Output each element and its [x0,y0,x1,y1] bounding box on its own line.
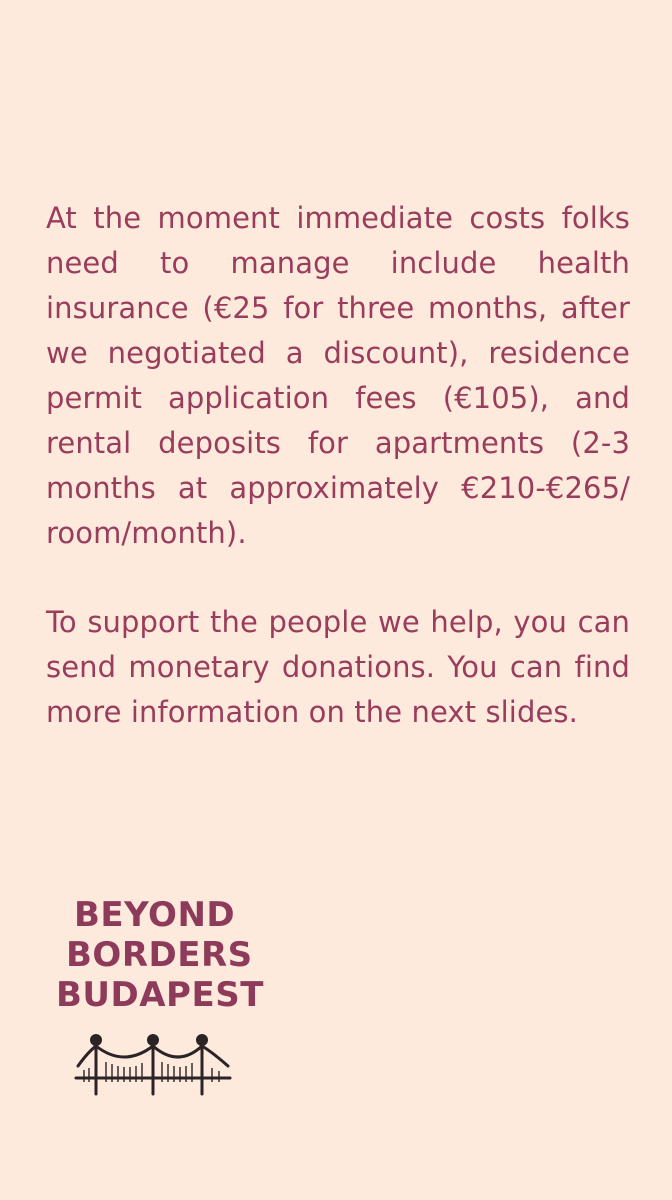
cost-info-paragraph: At the moment immediate costs folks need to manage include health insurance (€25 for three months, after we negotiated a discount), residence permit application fees (€105), and rental deposits for apartments (2-3 months at approximately €210-€265/ room/month). [46,201,630,550]
logo-line-beyond: BEYOND [74,895,236,935]
logo-line-budapest: BUDAPEST [56,975,264,1015]
donation-info-paragraph: To support the people we help, you can send monetary donations. You can find more information on the next slides. [46,605,630,729]
organization-logo [56,895,266,1015]
logo-line-borders: BORDERS [66,935,253,975]
bridge-icon [74,1032,232,1102]
